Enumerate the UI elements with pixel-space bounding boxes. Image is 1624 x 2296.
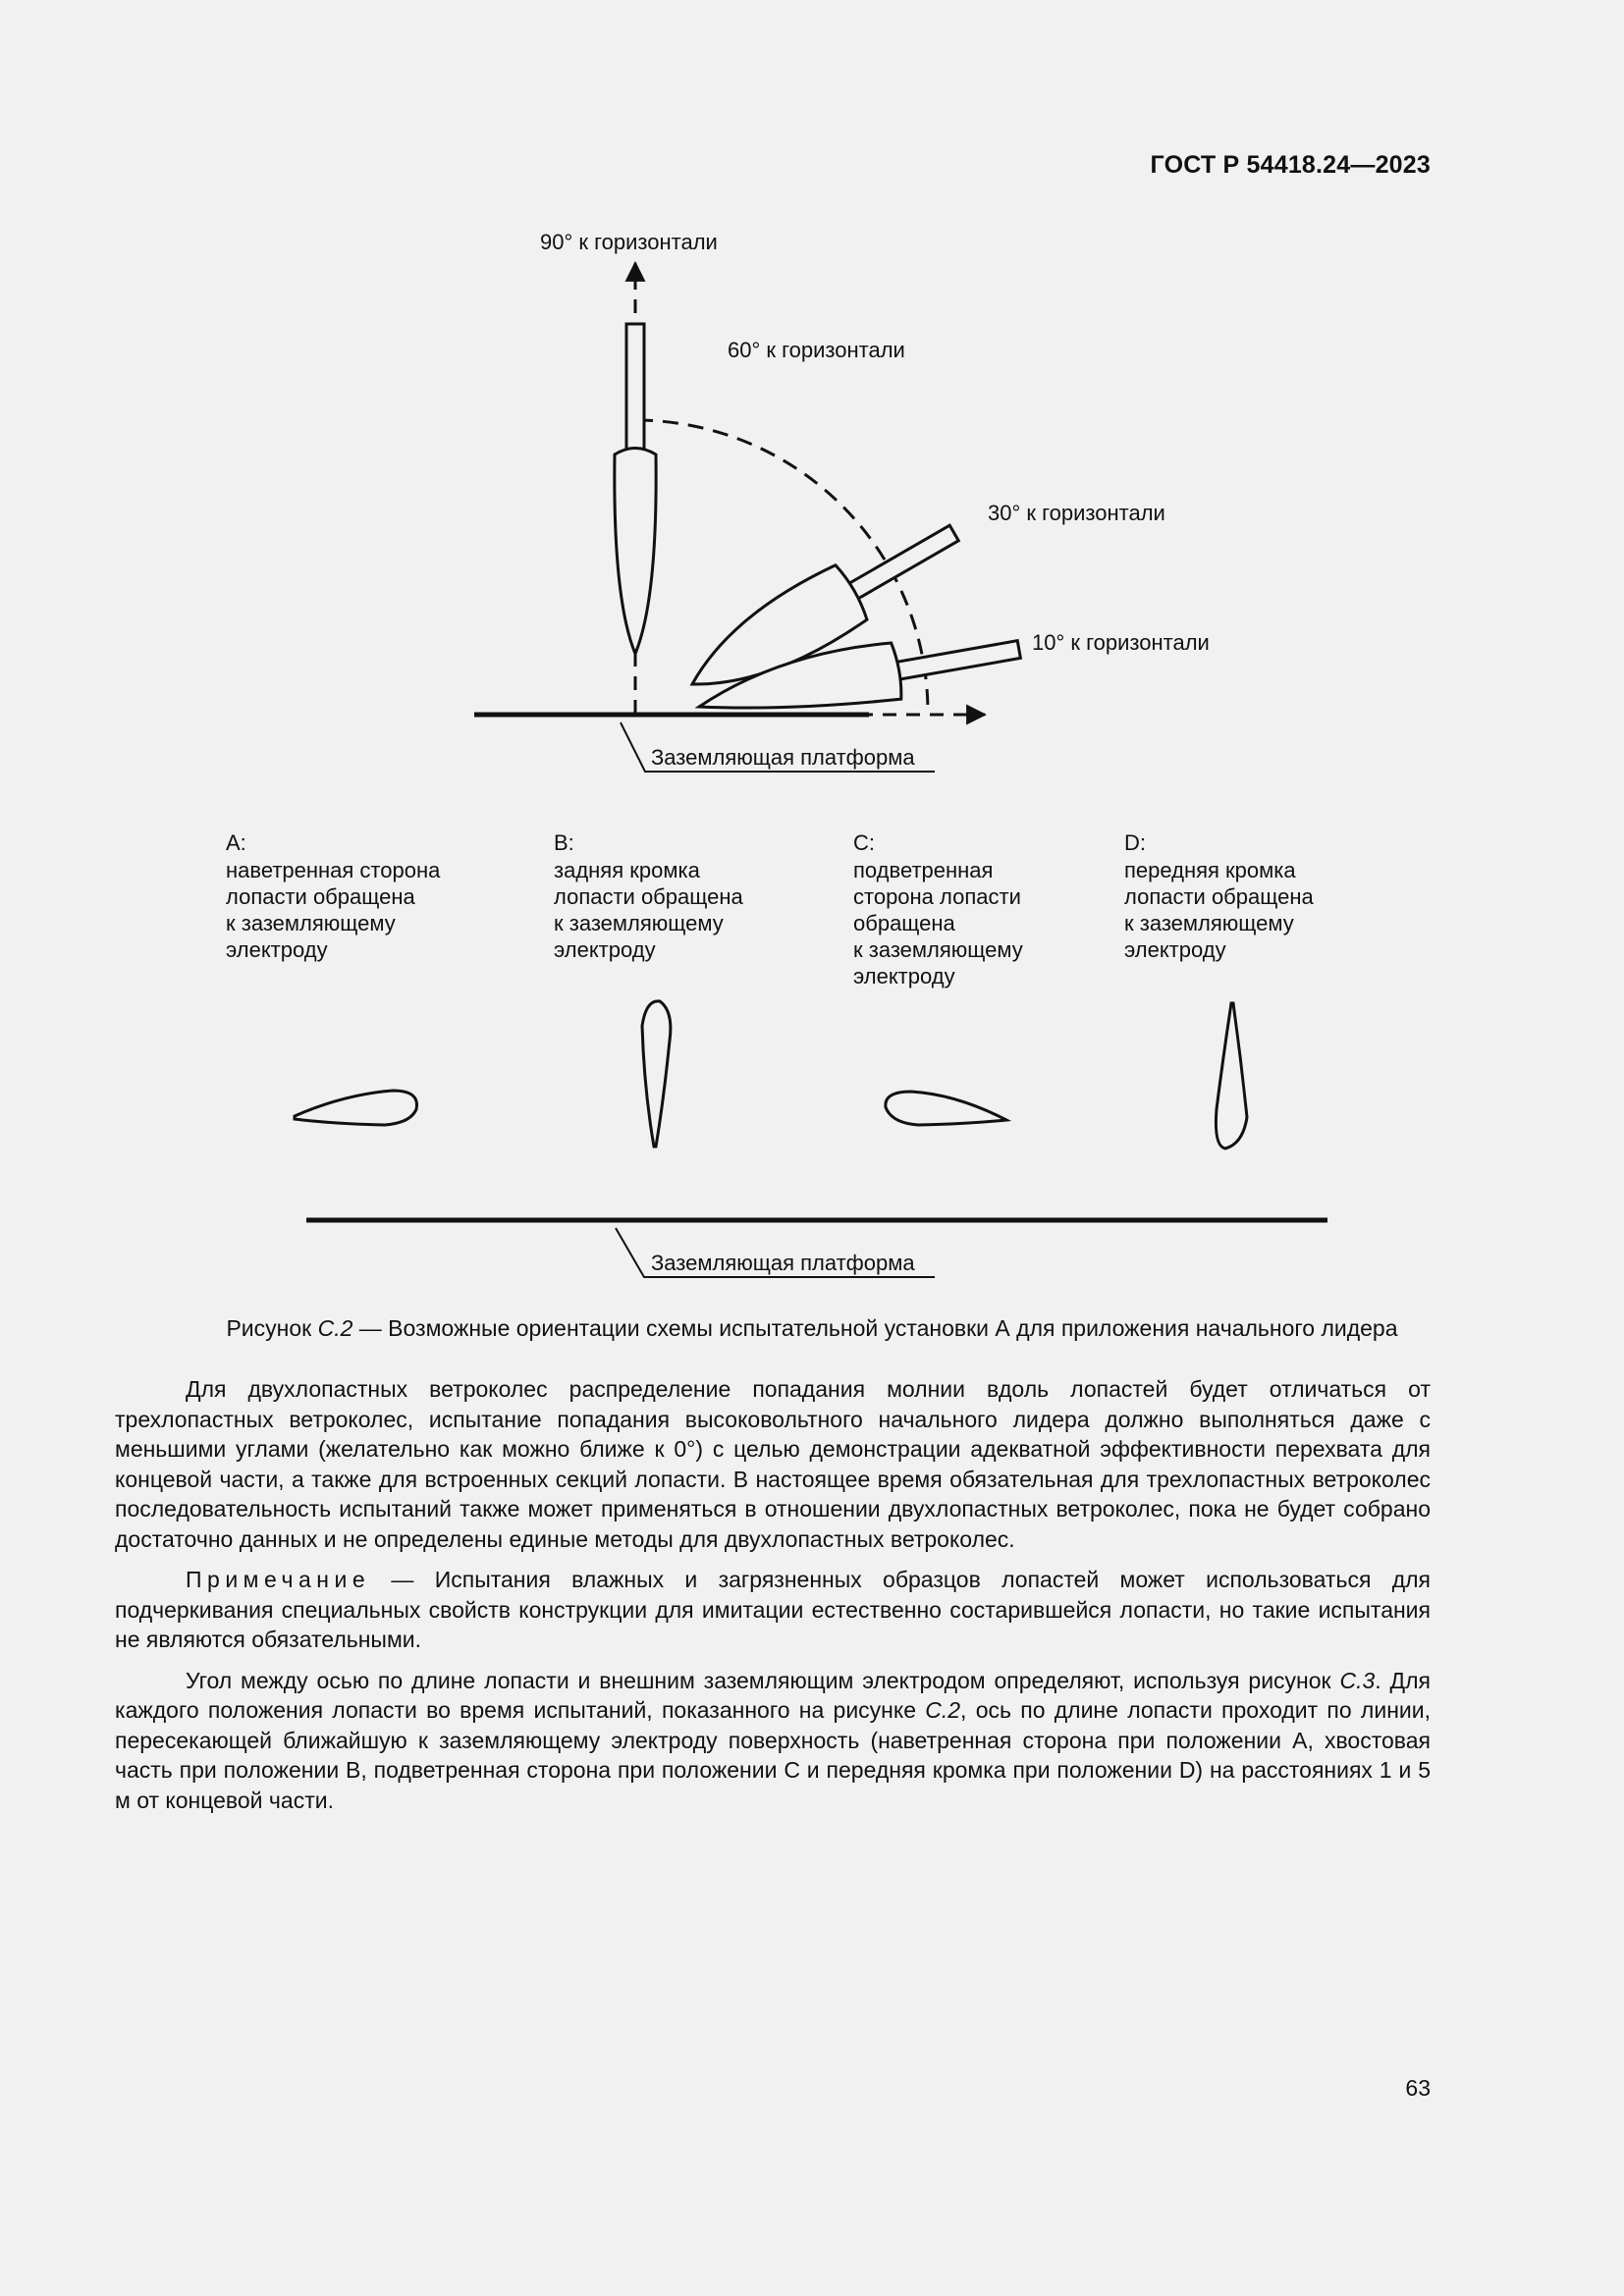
svg-text:наветренная сторона: наветренная сторона <box>226 858 441 882</box>
paragraph-3: Угол между осью по длине лопасти и внешним заземляющим электродом определяют, используя рисунок С.3. Для каждого положения лопасти во время испытаний, показанного на рисунке С.2, ось по длине лопасти проходит по линии, пересекающей ближайшую к заземляющему электроду поверхность (наветренная сторона при положении А, хвостовая часть при положении В, подветренная сторона при положении С и передняя кромка при положении D) на расстояниях 1 и 5 м от концевой части. <box>115 1667 1431 1813</box>
bottom-diagram <box>295 1001 1327 1277</box>
svg-text:B:: B: <box>554 830 574 855</box>
svg-text:к заземляющему: к заземляющему <box>853 937 1023 962</box>
position-d-text <box>1124 830 1314 962</box>
svg-text:лопасти обращена: лопасти обращена <box>226 884 415 909</box>
position-c-text <box>853 830 1023 988</box>
svg-text:лопасти обращена: лопасти обращена <box>1124 884 1314 909</box>
paragraph-1: Для двухлопастных ветроколес распределение попадания молнии вдоль лопастей будет отличаться от трехлопастных ветроколес, испытание попадания высоковольтного начального лидера должно выполняться даже с меньшими углами (желательно как можно ближе к 0°) с целью демонстрации адекватной эффективности перехвата для концевой части, а также для встроенных секций лопасти. В настоящее время обязательная для трехлопастных ветроколес последовательность испытаний также может применяться в отношении двухлопастных ветроколес, пока не будет собрано достаточно данных и не определены единые методы для двухлопастных ветроколес. <box>115 1376 1431 1552</box>
svg-text:электроду: электроду <box>554 937 656 962</box>
svg-text:A:: A: <box>226 830 246 855</box>
airfoil-b <box>642 1001 671 1147</box>
svg-text:сторона лопасти: сторона лопасти <box>853 884 1021 909</box>
platform-label-bottom: Заземляющая платформа <box>651 1251 915 1275</box>
svg-text:D:: D: <box>1124 830 1146 855</box>
position-a-text <box>226 830 441 962</box>
label-60: 60° к горизонтали <box>728 338 905 362</box>
airfoil-d <box>1216 1003 1247 1148</box>
standard-header: ГОСТ Р 54418.24—2023 <box>1150 151 1431 179</box>
label-30: 30° к горизонтали <box>988 501 1165 525</box>
svg-text:к заземляющему: к заземляющему <box>226 911 396 935</box>
svg-text:передняя кромка: передняя кромка <box>1124 858 1296 882</box>
svg-text:задняя кромка: задняя кромка <box>554 858 700 882</box>
airfoil-a <box>295 1091 417 1125</box>
svg-text:к заземляющему: к заземляющему <box>1124 911 1294 935</box>
note-paragraph: Примечание — Испытания влажных и загрязненных образцов лопастей может использоваться для подчеркивания специальных свойств конструкции для имитации естественно состарившейся лопасти, но такие испытания не являются обязательными. <box>115 1567 1431 1652</box>
figure-caption: Рисунок С.2 — Возможные ориентации схемы испытательной установки А для приложения начального лидера <box>226 1315 1398 1341</box>
svg-text:электроду: электроду <box>853 964 955 988</box>
svg-text:лопасти обращена: лопасти обращена <box>554 884 743 909</box>
body-text <box>115 1374 1431 1826</box>
svg-text:C:: C: <box>853 830 875 855</box>
airfoil-c <box>886 1092 1006 1125</box>
svg-text:электроду: электроду <box>226 937 328 962</box>
blade-90 <box>615 324 656 654</box>
position-b-text <box>554 830 743 962</box>
platform-label-top: Заземляющая платформа <box>651 745 915 770</box>
svg-text:подветренная: подветренная <box>853 858 994 882</box>
svg-text:к заземляющему: к заземляющему <box>554 911 724 935</box>
svg-text:обращена: обращена <box>853 911 955 935</box>
label-90: 90° к горизонтали <box>540 230 718 254</box>
label-10: 10° к горизонтали <box>1032 630 1210 655</box>
svg-text:электроду: электроду <box>1124 937 1226 962</box>
page-number: 63 <box>1405 2075 1431 2101</box>
